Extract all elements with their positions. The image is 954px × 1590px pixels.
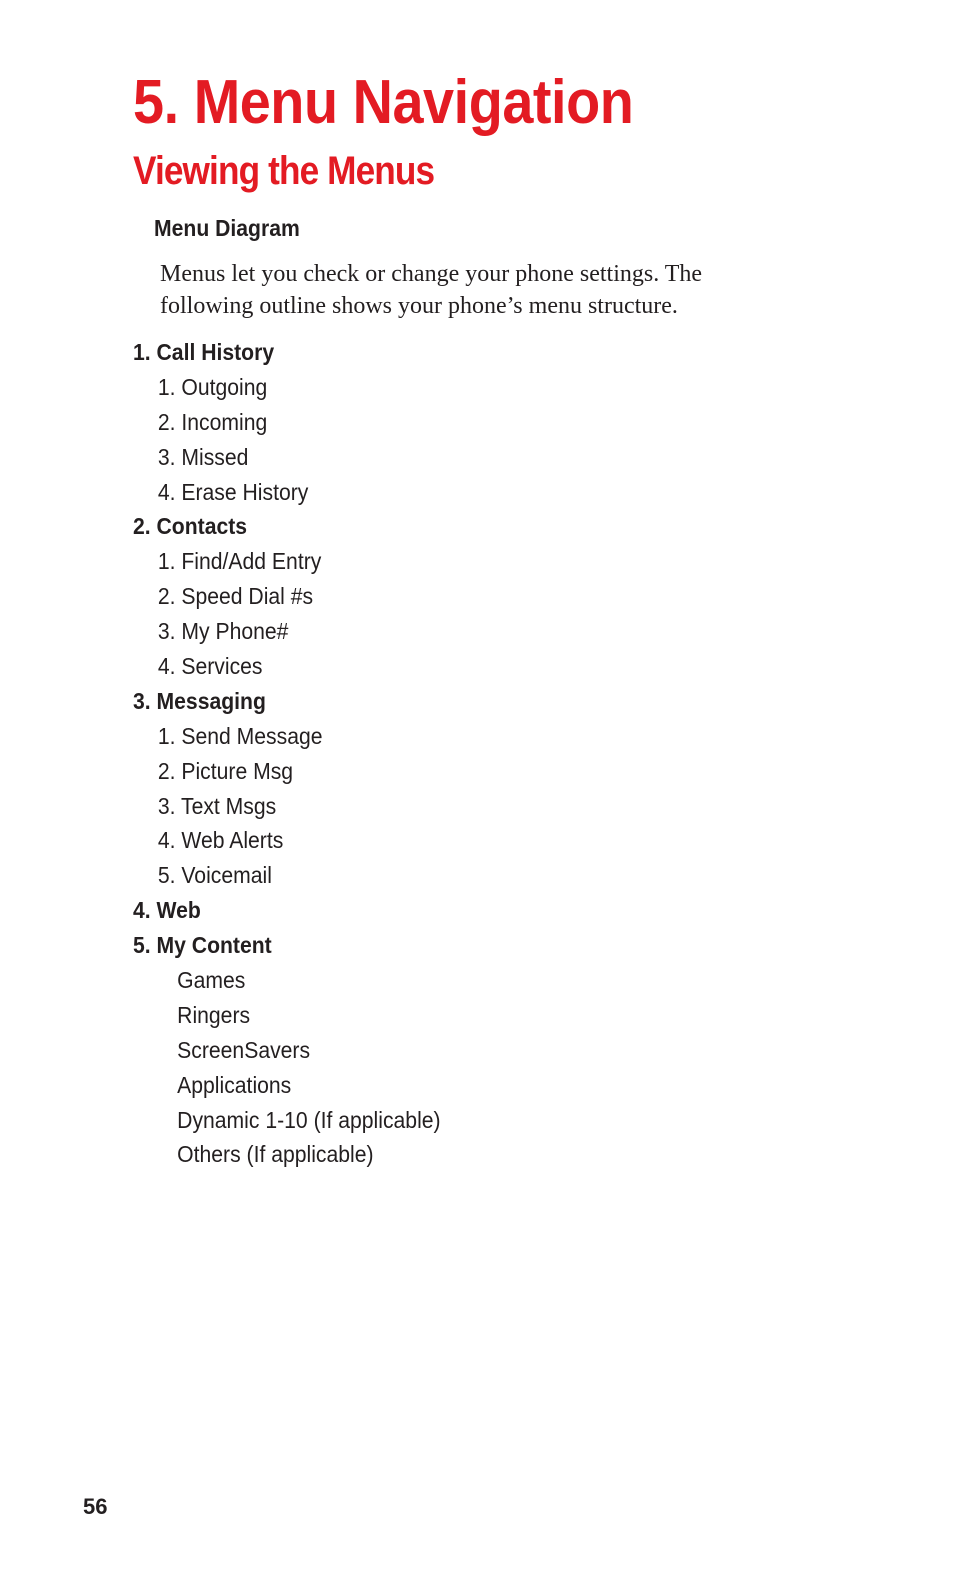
menu-item-contacts: 2. Contacts	[133, 513, 248, 540]
menu-item-web: 4. Web	[133, 897, 201, 924]
submenu-item-erase-history: 4. Erase History	[157, 478, 309, 505]
section-title: Viewing the Menus	[133, 149, 435, 193]
submenu-item-web-alerts: 4. Web Alerts	[157, 827, 284, 854]
submenu-item-incoming: 2. Incoming	[157, 408, 268, 435]
menu-outline	[133, 335, 467, 1172]
menu-item-messaging: 3. Messaging	[133, 687, 266, 714]
submenu-item-applications: Applications	[177, 1071, 292, 1098]
submenu-item-dynamic: Dynamic 1-10 (If applicable)	[177, 1106, 441, 1133]
submenu-item-services: 4. Services	[157, 653, 263, 680]
submenu-item-find-add-entry: 1. Find/Add Entry	[157, 548, 322, 575]
submenu-item-my-phone: 3. My Phone#	[157, 618, 289, 645]
menu-item-call-history: 1. Call History	[133, 339, 275, 365]
submenu-item-games: Games	[177, 967, 246, 994]
menu-item-my-content: 5. My Content	[133, 932, 272, 959]
page-number: 56	[83, 1494, 108, 1519]
submenu-item-screensavers: ScreenSavers	[177, 1036, 311, 1063]
submenu-item-others: Others (If applicable)	[177, 1141, 374, 1168]
submenu-item-picture-msg: 2. Picture Msg	[157, 757, 294, 784]
submenu-item-missed: 3. Missed	[157, 443, 249, 470]
submenu-item-ringers: Ringers	[177, 1001, 251, 1028]
submenu-item-outgoing: 1. Outgoing	[157, 373, 268, 400]
submenu-item-text-msgs: 3. Text Msgs	[157, 792, 277, 819]
submenu-item-voicemail: 5. Voicemail	[157, 862, 272, 889]
intro-paragraph: Menus let you check or change your phone settings. The following outline shows your phone’s menu structure.	[160, 261, 703, 319]
chapter-title: 5. Menu Navigation	[133, 68, 634, 137]
submenu-item-speed-dial: 2. Speed Dial #s	[157, 583, 314, 610]
submenu-item-send-message: 1. Send Message	[157, 722, 323, 749]
subsection-title: Menu Diagram	[154, 215, 300, 241]
